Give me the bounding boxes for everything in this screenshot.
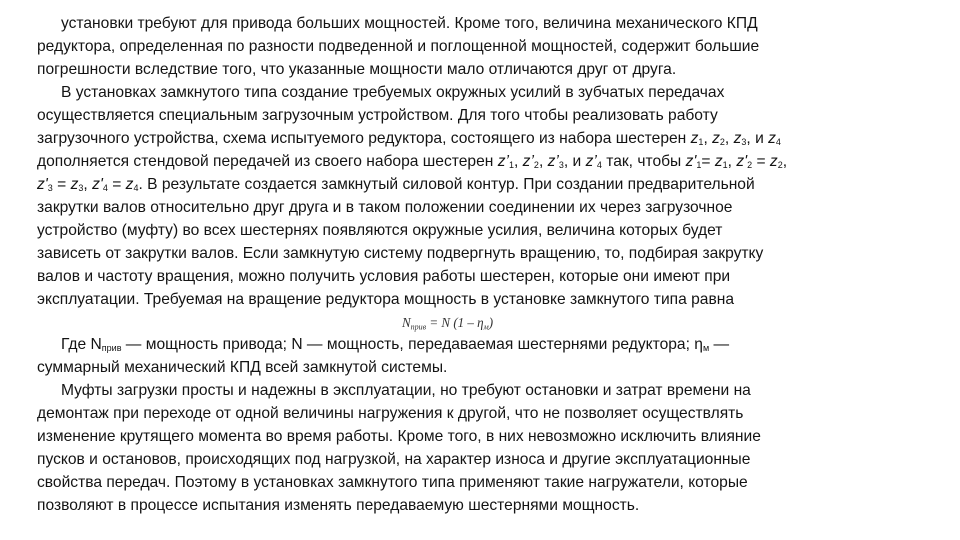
- paragraph-2-line-2: осуществляется специальным загрузочным устройством. Для того чтобы реализовать работу: [37, 107, 718, 124]
- document-body: [37, 12, 917, 517]
- paragraph-2-line-3: загрузочного устройства, схема испытуемого редуктора, состоящего из набора шестерен $z_1$, $z_2$, $z_3$, и $z_4$: [37, 130, 781, 147]
- paragraph-1-line-2: редуктора, определенная по разности подведенной и поглощенной мощностей, содержит большие: [37, 38, 760, 55]
- paragraph-2-line-7: устройство (муфту) во всех шестернях появляются окружные усилия, величина которых будет: [37, 222, 723, 239]
- paragraph-1-line-3: погрешности вследствие того, что указанные мощности мало отличаются друг от друга.: [37, 61, 677, 78]
- paragraph-3-line-2: суммарный механический КПД всей замкнутой системы.: [37, 359, 448, 376]
- paragraph-1-line-1: установки требуют для привода больших мощностей. Кроме того, величина механического КПД: [61, 15, 758, 32]
- paragraph-4-line-4: пусков и остановов, происходящих под нагрузкой, на характер износа и другие эксплуатационные: [37, 451, 751, 468]
- paragraph-2-line-4: дополняется стендовой передачей из своего набора шестерен $z’_1$, $z’_2$, $z’_3$, и $z’_4$ так, чтобы $z'_1= z_1$, $z'_2 = z_2$,: [37, 153, 788, 170]
- paragraph-2-line-1: В установках замкнутого типа создание требуемых окружных усилий в зубчатых передачах: [61, 84, 725, 101]
- paragraph-4-line-3: изменение крутящего момента во время работы. Кроме того, в них невозможно исключить влияние: [37, 428, 761, 445]
- paragraph-4-line-2: демонтаж при переходе от одной величины нагружения к другой, что не позволяет осуществлять: [37, 405, 744, 422]
- paragraph-4-line-5: свойства передач. Поэтому в установках замкнутого типа применяют такие нагружатели, которые: [37, 474, 748, 491]
- paragraph-2-line-10: эксплуатации. Требуемая на вращение редуктора мощность в установке замкнутого типа равна: [37, 291, 735, 308]
- paragraph-2-line-6: закрутки валов относительно друг друга и в таком положении соединении их через загрузочное: [37, 199, 733, 216]
- formula: $N_{прив} = N$ $(1 - \eta_м)$: [402, 314, 494, 332]
- paragraph-4-line-6: позволяют в процессе испытания изменять передаваемую шестернями мощность.: [37, 497, 640, 514]
- paragraph-3-line-1: Где $N_{прив}$ — мощность привода; N — мощность, передаваемая шестернями редуктора; $\eta_м$ —: [61, 336, 730, 353]
- paragraph-2-line-5: $z'_3 = z_3$, $z'_4 = z_4$. В результате создается замкнутый силовой контур. При создании предварительной: [37, 176, 755, 193]
- paragraph-2-line-9: валов и частоту вращения, можно получить условия работы шестерен, которые они имеют при: [37, 268, 731, 285]
- paragraph-2-line-8: зависеть от закрутки валов. Если замкнутую систему подвергнуть вращению, то, подбирая закрутку: [37, 245, 764, 262]
- paragraph-4-line-1: Муфты загрузки просты и надежны в эксплуатации, но требуют остановки и затрат времени на: [61, 382, 751, 399]
